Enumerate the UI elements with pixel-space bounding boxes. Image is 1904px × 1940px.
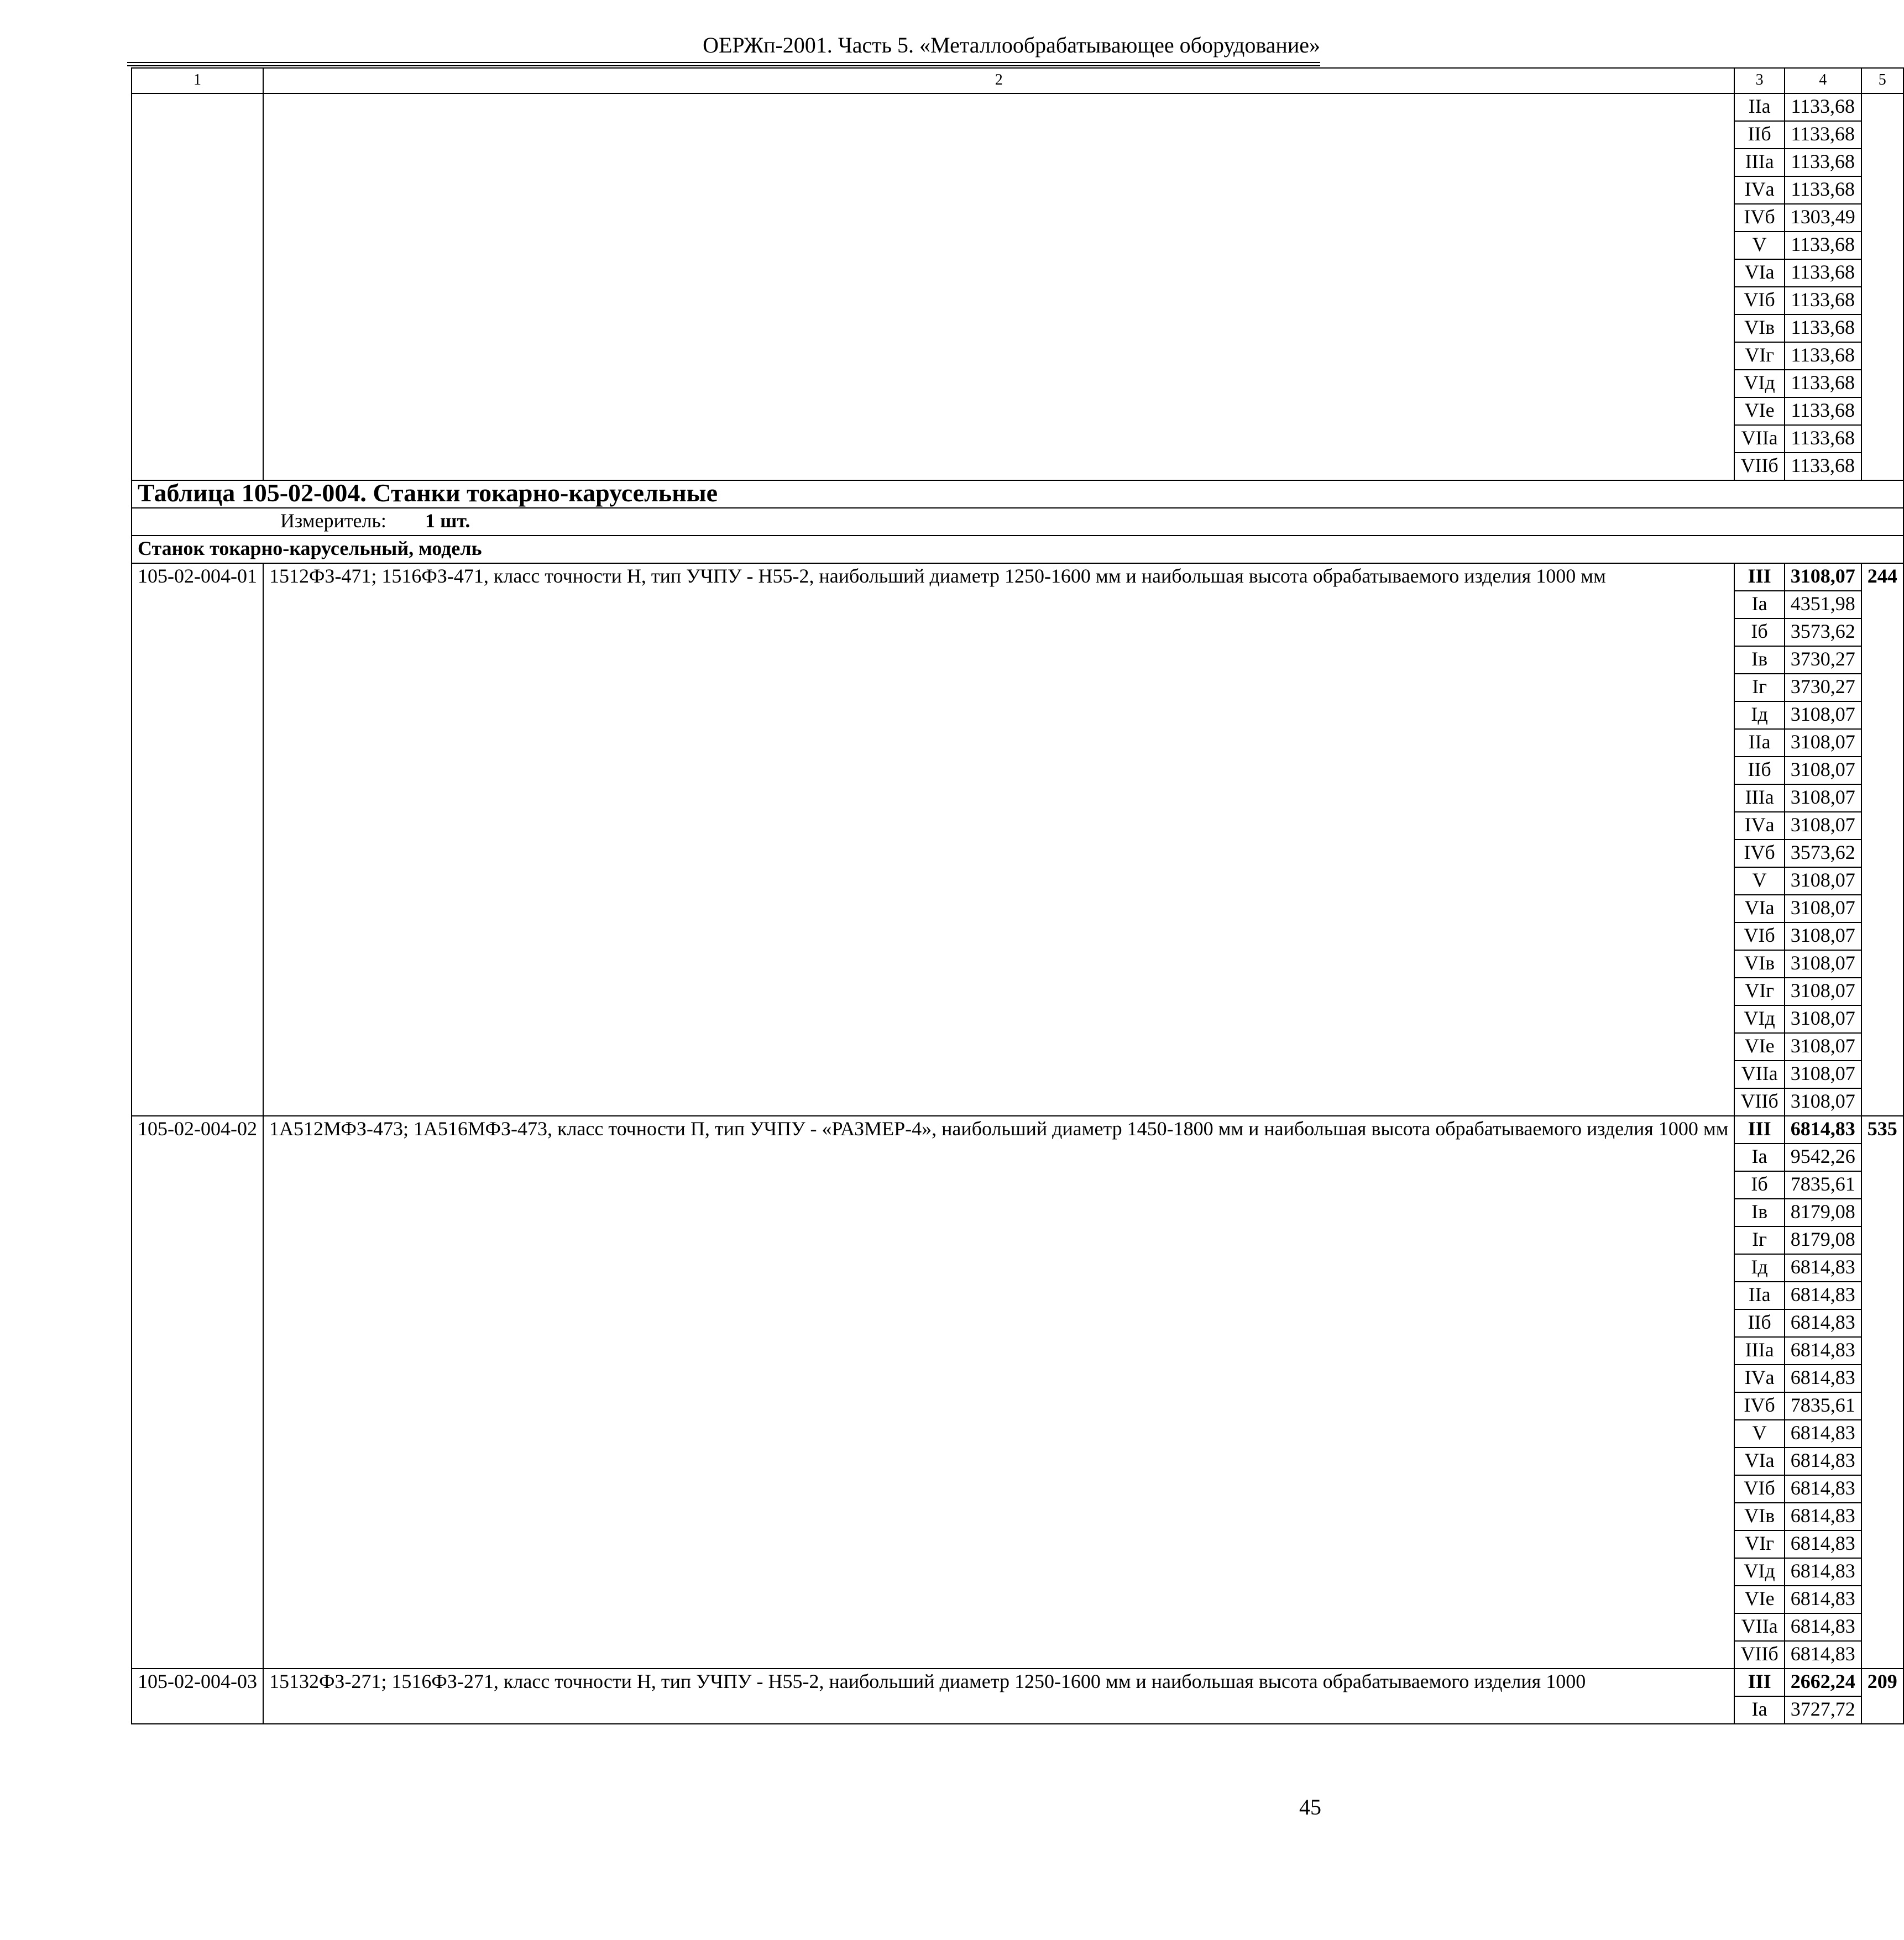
price-cell: 1133,68 bbox=[1785, 287, 1861, 314]
column-number-4: 4 bbox=[1785, 68, 1861, 93]
price-cell: 8179,08 bbox=[1785, 1226, 1861, 1254]
price-table bbox=[131, 67, 1904, 1724]
price-cell: 6814,83 bbox=[1785, 1586, 1861, 1613]
class-cell: IVа bbox=[1734, 1365, 1784, 1392]
price-cell: 3108,07 bbox=[1785, 757, 1861, 784]
price-cell: 3108,07 bbox=[1785, 729, 1861, 757]
price-cell: 1133,68 bbox=[1785, 342, 1861, 370]
price-cell: 3108,07 bbox=[1785, 895, 1861, 922]
item-col5: 535 bbox=[1861, 1116, 1903, 1669]
price-cell: 1133,68 bbox=[1785, 176, 1861, 204]
price-cell: 6814,83 bbox=[1785, 1309, 1861, 1337]
class-cell: Iв bbox=[1734, 1199, 1784, 1226]
class-cell: VIе bbox=[1734, 397, 1784, 425]
price-cell: 1133,68 bbox=[1785, 121, 1861, 149]
class-cell: IVа bbox=[1734, 812, 1784, 840]
price-cell: 3573,62 bbox=[1785, 618, 1861, 646]
price-cell: 6814,83 bbox=[1785, 1475, 1861, 1503]
running-header-title: ОЕРЖп-2001. Часть 5. «Металлообрабатывающее оборудование» bbox=[703, 33, 1320, 57]
code-cell bbox=[132, 93, 263, 480]
item-code: 105-02-004-02 bbox=[132, 1116, 263, 1669]
price-cell: 2662,24 bbox=[1785, 1669, 1861, 1696]
price-cell: 6814,83 bbox=[1785, 1503, 1861, 1530]
class-cell: VIв bbox=[1734, 314, 1784, 342]
price-cell: 3108,07 bbox=[1785, 1033, 1861, 1061]
price-cell: 1133,68 bbox=[1785, 93, 1861, 121]
class-cell: IVа bbox=[1734, 176, 1784, 204]
class-cell: VIа bbox=[1734, 259, 1784, 287]
class-cell: Iа bbox=[1734, 1144, 1784, 1171]
class-cell: V bbox=[1734, 867, 1784, 895]
class-cell: VIе bbox=[1734, 1033, 1784, 1061]
price-cell: 1133,68 bbox=[1785, 149, 1861, 176]
class-cell: V bbox=[1734, 1420, 1784, 1448]
header-rule-double bbox=[127, 65, 1320, 66]
class-cell: VIб bbox=[1734, 287, 1784, 314]
price-cell: 1133,68 bbox=[1785, 232, 1861, 259]
price-cell: 3108,07 bbox=[1785, 812, 1861, 840]
price-cell: 6814,83 bbox=[1785, 1254, 1861, 1282]
price-cell: 6814,83 bbox=[1785, 1448, 1861, 1475]
class-cell: IVб bbox=[1734, 840, 1784, 867]
price-cell: 6814,83 bbox=[1785, 1558, 1861, 1586]
price-cell: 3108,07 bbox=[1785, 1061, 1861, 1088]
class-cell: Iг bbox=[1734, 1226, 1784, 1254]
class-cell: VIIб bbox=[1734, 1641, 1784, 1669]
class-cell: Iб bbox=[1734, 618, 1784, 646]
item-col5: 209 bbox=[1861, 1669, 1903, 1724]
item-code: 105-02-004-01 bbox=[132, 563, 263, 1116]
price-cell: 6814,83 bbox=[1785, 1613, 1861, 1641]
price-cell: 1133,68 bbox=[1785, 453, 1861, 480]
item-col5: 244 bbox=[1861, 563, 1903, 1116]
class-cell: VIб bbox=[1734, 1475, 1784, 1503]
class-cell: Iд bbox=[1734, 701, 1784, 729]
price-cell: 1303,49 bbox=[1785, 204, 1861, 232]
table-title-row bbox=[132, 480, 1903, 508]
table-title: Таблица 105-02-004. Станки токарно-карусельные bbox=[132, 480, 1903, 508]
column-number-5: 5 bbox=[1861, 68, 1903, 93]
price-cell: 6814,83 bbox=[1785, 1116, 1861, 1144]
price-cell: 8179,08 bbox=[1785, 1199, 1861, 1226]
price-cell: 3108,07 bbox=[1785, 563, 1861, 591]
page-number: 45 bbox=[1299, 1795, 1321, 1820]
column-number-3: 3 bbox=[1734, 68, 1784, 93]
class-cell: Iд bbox=[1734, 1254, 1784, 1282]
price-cell: 6814,83 bbox=[1785, 1365, 1861, 1392]
price-cell: 3108,07 bbox=[1785, 978, 1861, 1005]
price-cell: 6814,83 bbox=[1785, 1641, 1861, 1669]
class-cell: VIIб bbox=[1734, 453, 1784, 480]
class-cell: IIа bbox=[1734, 1282, 1784, 1309]
description-cell bbox=[263, 93, 1734, 480]
class-cell: Iв bbox=[1734, 646, 1784, 674]
class-cell: VIд bbox=[1734, 1005, 1784, 1033]
item-description: 1А512МФЗ-473; 1А516МФЗ-473, класс точности П, тип УЧПУ - «РАЗМЕР-4», наибольший диаметр 1450-1800 мм и наибольшая высота обрабатываемого изделия 1000 мм bbox=[263, 1116, 1734, 1669]
column-number-1: 1 bbox=[132, 68, 263, 93]
price-cell: 3108,07 bbox=[1785, 950, 1861, 978]
unit-value: 1 шт. bbox=[425, 510, 470, 532]
price-cell: 7835,61 bbox=[1785, 1171, 1861, 1199]
price-cell: 3108,07 bbox=[1785, 1005, 1861, 1033]
price-cell: 6814,83 bbox=[1785, 1282, 1861, 1309]
unit-cell bbox=[132, 508, 1903, 536]
class-cell: V bbox=[1734, 232, 1784, 259]
class-cell: VIд bbox=[1734, 370, 1784, 397]
class-cell: VIд bbox=[1734, 1558, 1784, 1586]
class-cell: IIб bbox=[1734, 121, 1784, 149]
class-cell: VIIб bbox=[1734, 1088, 1784, 1116]
class-cell: VIв bbox=[1734, 950, 1784, 978]
price-cell: 3108,07 bbox=[1785, 867, 1861, 895]
unit-row bbox=[132, 508, 1903, 536]
class-cell: VIIа bbox=[1734, 1061, 1784, 1088]
column-number-row bbox=[132, 68, 1903, 93]
class-cell: Iб bbox=[1734, 1171, 1784, 1199]
class-cell: VIг bbox=[1734, 1530, 1784, 1558]
class-cell: VIе bbox=[1734, 1586, 1784, 1613]
class-cell: Iа bbox=[1734, 1696, 1784, 1724]
price-cell: 1133,68 bbox=[1785, 314, 1861, 342]
column-number-2: 2 bbox=[263, 68, 1734, 93]
price-cell: 3108,07 bbox=[1785, 1088, 1861, 1116]
class-cell: IIа bbox=[1734, 729, 1784, 757]
class-cell: III bbox=[1734, 1116, 1784, 1144]
price-cell: 6814,83 bbox=[1785, 1337, 1861, 1365]
price-cell: 7835,61 bbox=[1785, 1392, 1861, 1420]
class-cell: IIIа bbox=[1734, 149, 1784, 176]
unit-label: Измеритель: bbox=[280, 510, 386, 532]
class-cell: III bbox=[1734, 1669, 1784, 1696]
table-row bbox=[132, 563, 1903, 591]
class-cell: VIа bbox=[1734, 895, 1784, 922]
price-cell: 1133,68 bbox=[1785, 425, 1861, 453]
item-description: 1512ФЗ-471; 1516ФЗ-471, класс точности Н, тип УЧПУ - Н55-2, наибольший диаметр 1250-1600 мм и наибольшая высота обрабатываемого изделия 1000 мм bbox=[263, 563, 1734, 1116]
class-cell: Iг bbox=[1734, 674, 1784, 701]
class-cell: VIIа bbox=[1734, 1613, 1784, 1641]
col5-cell bbox=[1861, 93, 1903, 480]
header-rule bbox=[127, 62, 1320, 63]
price-cell: 6814,83 bbox=[1785, 1420, 1861, 1448]
class-cell: IIб bbox=[1734, 1309, 1784, 1337]
price-cell: 1133,68 bbox=[1785, 259, 1861, 287]
price-cell: 3108,07 bbox=[1785, 701, 1861, 729]
price-table-body bbox=[132, 68, 1903, 1724]
class-cell: Iа bbox=[1734, 591, 1784, 618]
class-cell: IIб bbox=[1734, 757, 1784, 784]
group-heading-row bbox=[132, 536, 1903, 563]
price-cell: 3730,27 bbox=[1785, 674, 1861, 701]
price-cell: 3573,62 bbox=[1785, 840, 1861, 867]
class-cell: IVб bbox=[1734, 1392, 1784, 1420]
class-cell: VIб bbox=[1734, 922, 1784, 950]
class-cell: IIа bbox=[1734, 93, 1784, 121]
class-cell: VIг bbox=[1734, 978, 1784, 1005]
price-cell: 9542,26 bbox=[1785, 1144, 1861, 1171]
price-cell: 4351,98 bbox=[1785, 591, 1861, 618]
price-cell: 1133,68 bbox=[1785, 370, 1861, 397]
class-cell: VIв bbox=[1734, 1503, 1784, 1530]
item-code: 105-02-004-03 bbox=[132, 1669, 263, 1724]
class-cell: IVб bbox=[1734, 204, 1784, 232]
price-cell: 6814,83 bbox=[1785, 1530, 1861, 1558]
price-cell: 3108,07 bbox=[1785, 784, 1861, 812]
class-cell: III bbox=[1734, 563, 1784, 591]
price-cell: 3727,72 bbox=[1785, 1696, 1861, 1724]
class-cell: VIIа bbox=[1734, 425, 1784, 453]
table-row bbox=[132, 93, 1903, 121]
price-cell: 3730,27 bbox=[1785, 646, 1861, 674]
table-row bbox=[132, 1669, 1903, 1696]
table-row bbox=[132, 1116, 1903, 1144]
price-cell: 3108,07 bbox=[1785, 922, 1861, 950]
class-cell: VIг bbox=[1734, 342, 1784, 370]
group-heading: Станок токарно-карусельный, модель bbox=[132, 536, 1903, 563]
class-cell: IIIа bbox=[1734, 1337, 1784, 1365]
price-cell: 1133,68 bbox=[1785, 397, 1861, 425]
item-description: 15132ФЗ-271; 1516ФЗ-271, класс точности Н, тип УЧПУ - Н55-2, наибольший диаметр 1250-1600 мм и наибольшая высота обрабатываемого изделия 1000 bbox=[263, 1669, 1734, 1724]
class-cell: VIа bbox=[1734, 1448, 1784, 1475]
class-cell: IIIа bbox=[1734, 784, 1784, 812]
